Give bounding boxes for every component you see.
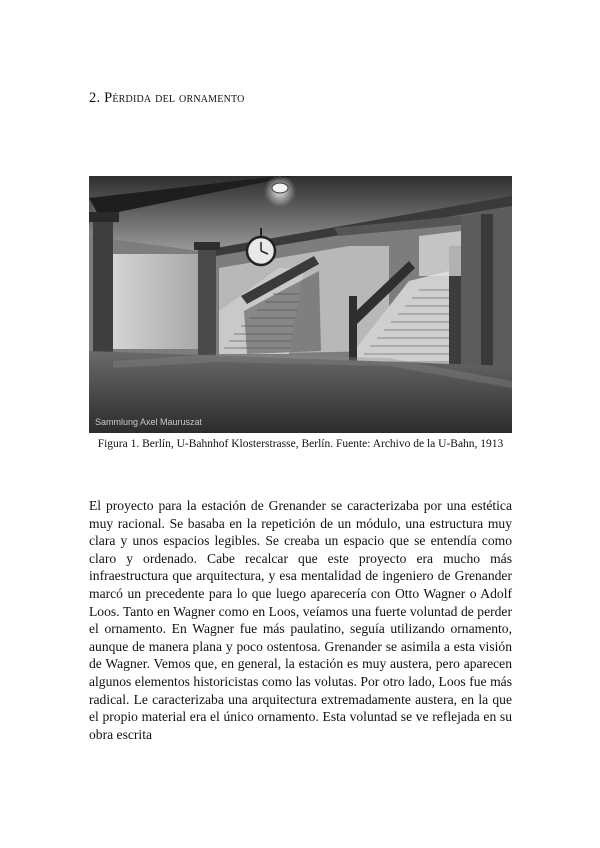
body-paragraph: El proyecto para la estación de Grenander se caracterizaba por una estética muy racional. Se basaba en la repetición de un módulo, una estructura muy clara y unos espacios legibles. Se creaba un espacio que se entendía como claro y ordenado. Cabe recalcar que este proyecto era mucho más infraestructura que arquitectura, y esa mentalidad de ingeniero de Grenander marcó un precedente para lo que luego aparecería con Otto Wagner o Adolf Loos. Tanto en Wagner como en Loos, veíamos una fuerte voluntad de perder el ornamento. En Wagner fue más paulatino, seguía utilizando ornamento, aunque de manera plana y poco ostentosa. Grenander se asimila a esta visión de Wagner. Vemos que, en general, la estación es muy austera, pero aparecen algunos elementos historicistas como las volutas. Por otro lado, Loos fue más radical. Le caracterizaba una arquitectura extremadamente austera, en la que el propio material era el único ornamento. Esta voluntad se ve reflejada en su obra escrita [89,498,512,742]
figure-caption: Figura 1. Berlín, U-Bahnhof Klosterstrasse, Berlín. Fuente: Archivo de la U-Bahn, 1913 [97,438,504,450]
section-title: Pérdida del ornamento [104,90,245,106]
section-number: 2. [89,90,101,106]
section-heading [89,90,245,107]
photo-watermark: Sammlung Axel Mauruszat [95,417,203,427]
station-photo [89,176,512,433]
